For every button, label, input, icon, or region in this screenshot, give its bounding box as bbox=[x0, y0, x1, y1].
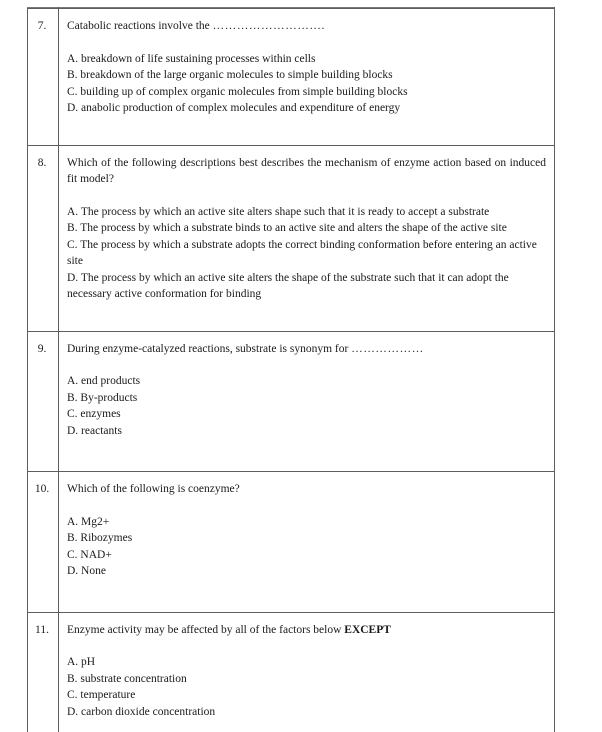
option-d[interactable]: D. carbon dioxide concentration bbox=[67, 705, 216, 718]
option-a[interactable]: A. end products bbox=[67, 375, 141, 387]
question-stem-dots: ………………………. bbox=[212, 20, 325, 32]
question-number: 10. bbox=[28, 472, 59, 613]
spacer bbox=[67, 638, 546, 654]
spacer bbox=[67, 580, 546, 602]
question-stem-text: Catabolic reactions involve the bbox=[67, 20, 213, 32]
question-stem-emphasis: EXCEPT bbox=[344, 623, 391, 636]
option-c[interactable]: C. NAD+ bbox=[67, 548, 112, 561]
question-stem bbox=[67, 481, 546, 498]
spacer bbox=[67, 117, 546, 135]
option-c[interactable]: C. building up of complex organic molecules from simple building blocks bbox=[67, 85, 408, 98]
spacer bbox=[67, 498, 546, 514]
option-c[interactable]: C. enzymes bbox=[67, 408, 121, 420]
question-stem-dots: ……………… bbox=[351, 342, 424, 355]
option-a[interactable]: A. breakdown of life sustaining processes within cells bbox=[67, 52, 316, 65]
option-d[interactable]: D. anabolic production of complex molecules and expenditure of energy bbox=[67, 102, 401, 114]
spacer bbox=[67, 357, 546, 373]
option-b[interactable]: B. Ribozymes bbox=[67, 532, 133, 544]
question-stem bbox=[67, 18, 546, 35]
table-row bbox=[28, 612, 555, 732]
option-list bbox=[67, 204, 546, 303]
option-d[interactable]: D. reactants bbox=[67, 424, 122, 437]
question-stem-text: Which of the following is coenzyme? bbox=[67, 483, 240, 495]
spacer bbox=[67, 35, 546, 51]
question-number: 7. bbox=[28, 9, 59, 146]
spacer bbox=[67, 720, 546, 732]
option-c[interactable]: C. The process by which a substrate adopts the correct binding conformation before entering an active site bbox=[67, 238, 537, 267]
table-row bbox=[28, 472, 555, 613]
option-a[interactable]: A. pH bbox=[67, 656, 96, 668]
question-table bbox=[27, 7, 555, 732]
option-b[interactable]: B. The process by which a substrate binds to an active site and alters the shape of the active site bbox=[67, 222, 507, 234]
option-list bbox=[67, 654, 546, 720]
question-number: 11. bbox=[28, 612, 59, 732]
option-d[interactable]: D. None bbox=[67, 565, 106, 577]
option-d[interactable]: D. The process by which an active site alters the shape of the substrate such that it can adopt the necessary active conformation for binding bbox=[67, 271, 509, 300]
option-b[interactable]: B. By-products bbox=[67, 391, 138, 404]
question-stem bbox=[67, 622, 546, 639]
question-body bbox=[59, 9, 555, 146]
question-stem bbox=[67, 155, 546, 188]
question-stem bbox=[67, 341, 546, 358]
option-c[interactable]: C. temperature bbox=[67, 689, 136, 701]
option-a[interactable]: A. Mg2+ bbox=[67, 515, 110, 528]
question-body bbox=[59, 145, 555, 331]
question-number: 8. bbox=[28, 145, 59, 331]
option-list bbox=[67, 51, 546, 117]
table-row bbox=[28, 145, 555, 331]
spacer bbox=[67, 188, 546, 204]
option-list bbox=[67, 514, 546, 580]
spacer bbox=[67, 303, 546, 321]
option-b[interactable]: B. substrate concentration bbox=[67, 672, 187, 685]
question-body bbox=[59, 472, 555, 613]
spacer bbox=[67, 439, 546, 461]
question-body bbox=[59, 331, 555, 472]
table-row bbox=[28, 331, 555, 472]
question-body bbox=[59, 612, 555, 732]
question-number: 9. bbox=[28, 331, 59, 472]
question-stem-text: Which of the following descriptions best describes the mechanism of enzyme action based on induced fit model? bbox=[67, 156, 546, 185]
table-row bbox=[28, 9, 555, 146]
option-list bbox=[67, 373, 546, 439]
option-b[interactable]: B. breakdown of the large organic molecules to simple building blocks bbox=[67, 69, 393, 81]
option-a[interactable]: A. The process by which an active site alters shape such that it is ready to accept a substrate bbox=[67, 205, 490, 218]
question-stem-text: Enzyme activity may be affected by all of the factors below bbox=[67, 623, 345, 636]
question-stem-text: During enzyme-catalyzed reactions, substrate is synonym for bbox=[67, 342, 352, 355]
